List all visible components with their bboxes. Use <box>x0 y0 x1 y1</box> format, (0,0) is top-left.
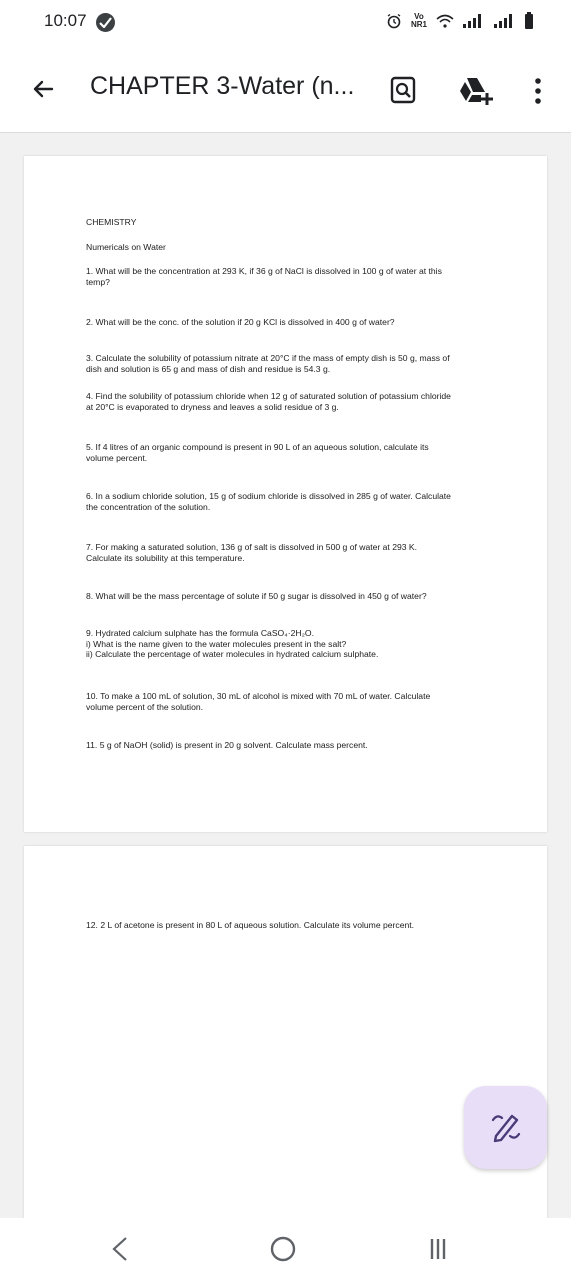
nav-back-icon[interactable] <box>110 1236 130 1262</box>
add-to-drive-button[interactable] <box>458 76 494 106</box>
question-9 <box>86 628 496 660</box>
question-12 <box>86 920 496 931</box>
navigation-status-icon <box>96 13 115 32</box>
status-bar <box>0 0 571 46</box>
question-line: the concentration of the solution. <box>86 501 211 512</box>
question-line: Calculate its solubility at this temperature. <box>86 552 245 563</box>
question-line: 12. 2 L of acetone is present in 80 L of aqueous solution. Calculate its volume percent. <box>86 920 415 930</box>
back-button[interactable] <box>28 74 58 104</box>
wifi-icon <box>436 14 454 28</box>
question-line: 10. To make a 100 mL of solution, 30 mL of alcohol is mixed with 70 mL of water. Calculate <box>86 691 431 701</box>
question-line: 6. In a sodium chloride solution, 15 g of sodium chloride is dissolved in 285 g of water. Calculate <box>86 491 451 501</box>
question-line: i) What is the name given to the water molecules present in the salt? <box>86 638 347 649</box>
question-10 <box>86 691 496 712</box>
volte-bottom: NR1 <box>410 19 427 29</box>
document-page-1[interactable] <box>24 156 547 832</box>
document-title: CHAPTER 3-Water (n... <box>90 72 355 100</box>
question-line: volume percent. <box>86 452 148 463</box>
question-7 <box>86 542 496 563</box>
signal-icon <box>494 14 516 28</box>
alarm-icon <box>386 13 402 29</box>
question-line: 1. What will be the concentration at 293 K, if 36 g of NaCl is dissolved in 100 g of water at this <box>86 266 442 276</box>
nav-recents-icon[interactable] <box>428 1237 448 1261</box>
search-document-icon <box>390 76 416 104</box>
question-line: temp? <box>86 276 110 287</box>
question-line: volume percent of the solution. <box>86 701 204 712</box>
question-line: 7. For making a saturated solution, 136 g of salt is dissolved in 500 g of water at 293 K. <box>86 542 418 552</box>
question-5 <box>86 442 496 463</box>
question-3 <box>86 353 496 374</box>
question-1 <box>86 266 496 287</box>
question-line: ii) Calculate the percentage of water molecules in hydrated calcium sulphate. <box>86 649 379 660</box>
question-line: 3. Calculate the solubility of potassium nitrate at 20°C if the mass of empty dish is 50 g, mass of <box>86 353 450 363</box>
question-line: 4. Find the solubility of potassium chloride when 12 g of saturated solution of potassium chloride <box>86 391 451 401</box>
question-line: 2. What will be the conc. of the solution if 20 g KCl is dissolved in 400 g of water? <box>86 317 395 327</box>
find-in-document-button[interactable] <box>390 76 416 104</box>
more-options-button[interactable] <box>530 76 546 106</box>
status-time: 10:07 <box>44 11 87 30</box>
question-line: 8. What will be the mass percentage of solute if 50 g sugar is dissolved in 450 g of water? <box>86 591 427 601</box>
subject-heading: CHEMISTRY <box>86 217 137 227</box>
edit-fab-button[interactable] <box>464 1086 547 1169</box>
question-line: dish and solution is 65 g and mass of dish and residue is 54.3 g. <box>86 363 331 374</box>
back-arrow-icon <box>28 74 58 104</box>
more-vert-icon <box>530 76 546 106</box>
document-page-2[interactable] <box>24 846 547 1226</box>
battery-icon <box>525 12 533 29</box>
question-line: 5. If 4 litres of an organic compound is present in 90 L of an aqueous solution, calculate its <box>86 442 429 452</box>
question-line: 9. Hydrated calcium sulphate has the formula CaSO₄·2H₂O. <box>86 628 314 638</box>
section-heading: Numericals on Water <box>86 242 166 252</box>
edit-pen-icon <box>490 1110 522 1144</box>
question-2 <box>86 317 496 328</box>
system-navigation-bar <box>0 1218 571 1280</box>
question-11 <box>86 740 496 751</box>
volte-top: Vo <box>414 11 424 21</box>
question-line: at 20°C is evaporated to dryness and leaves a solid residue of 3 g. <box>86 401 339 412</box>
question-4 <box>86 391 496 412</box>
volte-indicator <box>411 13 427 29</box>
question-line: 11. 5 g of NaOH (solid) is present in 20 g solvent. Calculate mass percent. <box>86 740 368 750</box>
status-icons <box>386 12 533 29</box>
nav-home-icon[interactable] <box>270 1236 296 1262</box>
add-to-drive-icon <box>458 76 494 106</box>
question-6 <box>86 491 496 512</box>
question-8 <box>86 591 496 602</box>
signal-icon <box>463 14 485 28</box>
app-bar <box>0 46 571 133</box>
